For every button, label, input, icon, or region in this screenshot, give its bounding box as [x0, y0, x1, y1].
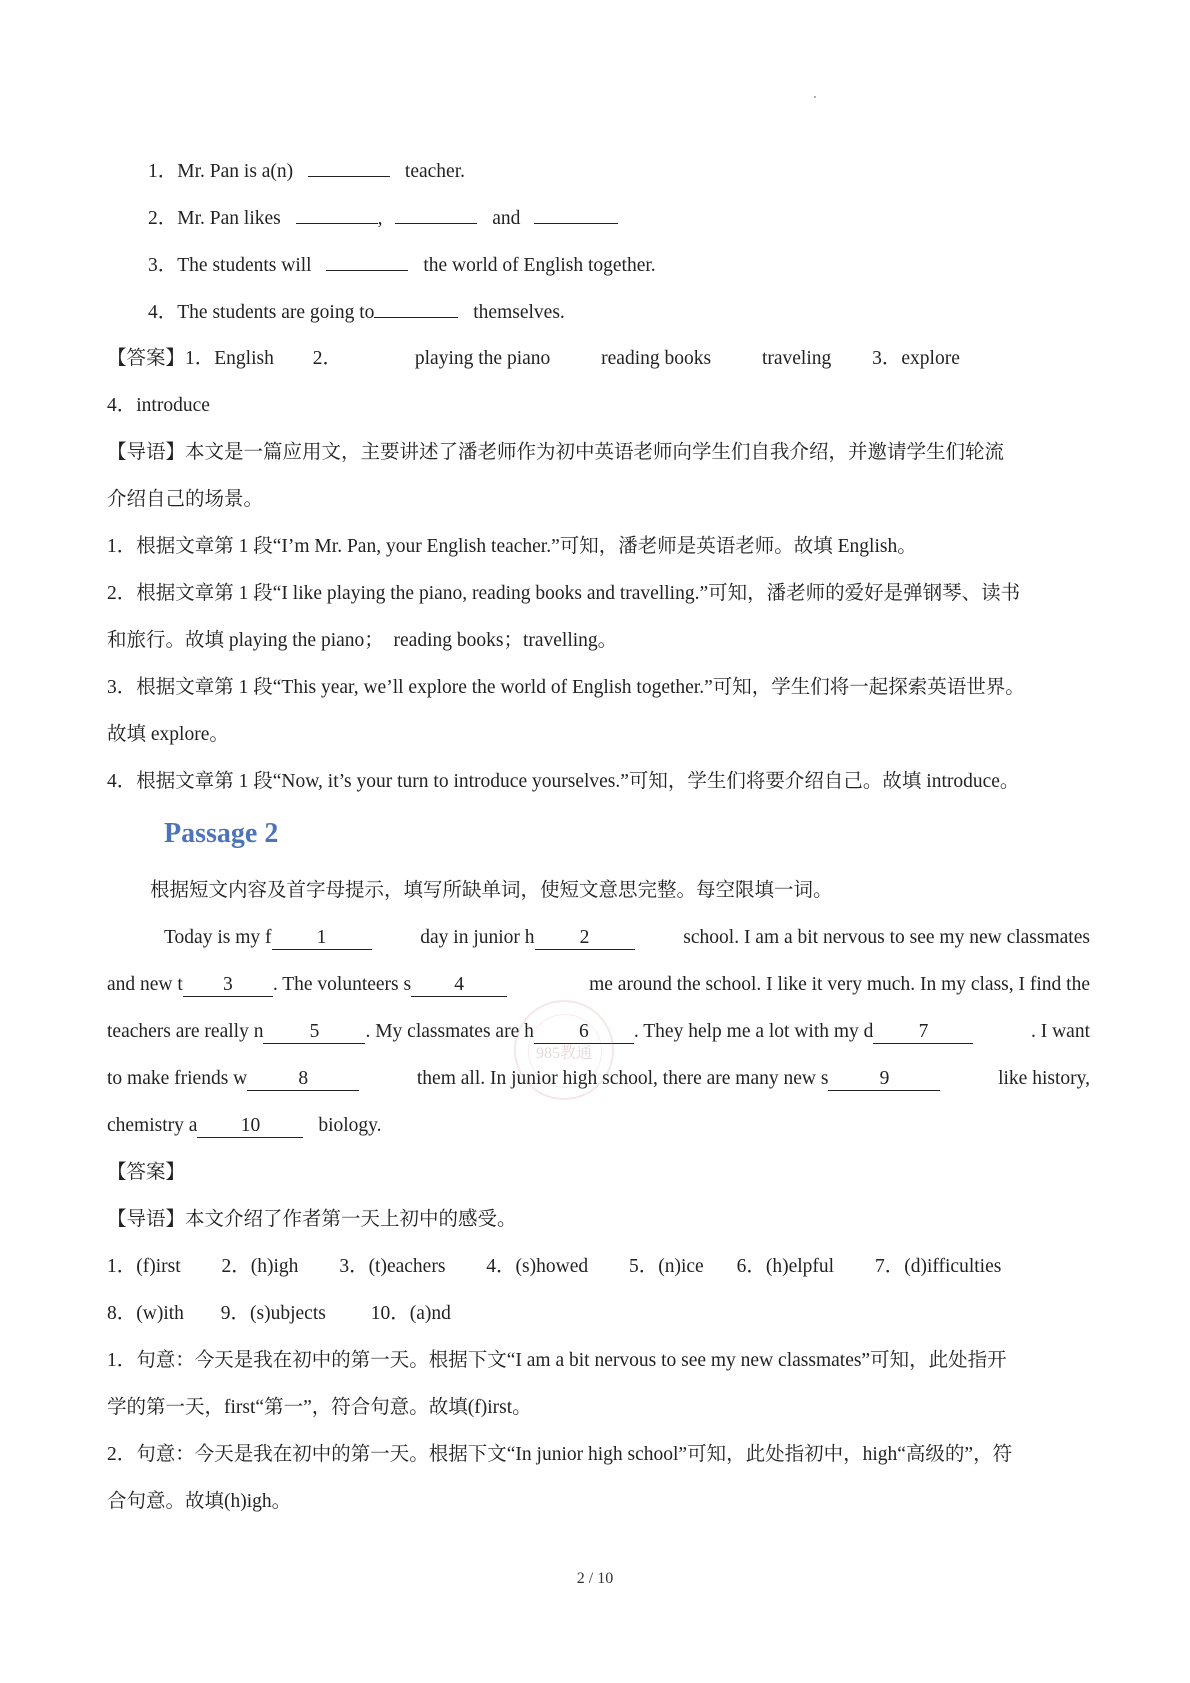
- blank-5[interactable]: 5: [263, 1021, 365, 1044]
- question-1: [148, 158, 465, 185]
- passage-text: like history,: [998, 1068, 1090, 1089]
- answer-blank[interactable]: [534, 205, 618, 224]
- guide-text: 本文是一篇应用文，主要讲述了潘老师作为初中英语老师向学生们自我介绍，并邀请学生们轮流: [185, 442, 1005, 463]
- question-2: [148, 205, 618, 232]
- question-text: The students are going to: [177, 302, 375, 323]
- guide-text: 本文介绍了作者第一天上初中的感受。: [185, 1209, 517, 1230]
- question-number: 1．: [148, 161, 178, 182]
- passage-text: . The volunteers s: [272, 974, 412, 995]
- explanation-text: 和旅行。故填 playing the piano； reading books；travelling。: [107, 630, 618, 651]
- explanation-text: 2．句意：今天是我在初中的第一天。根据下文“In junior high school”可知，此处指初中，high“高级的”，符: [107, 1444, 1013, 1465]
- instruction-text: 根据短文内容及首字母提示，填写所缺单词，使短文意思完整。每空限填一词。: [150, 880, 833, 901]
- answer-item: 1．(f)irst: [107, 1256, 181, 1277]
- passage-text: chemistry a: [107, 1115, 198, 1136]
- blank-8[interactable]: 8: [247, 1068, 359, 1091]
- answer-item: 3．explore: [872, 348, 960, 369]
- passage-text: them all. In junior high school, there are many new s: [416, 1068, 829, 1089]
- question-text: Mr. Pan is a(n): [177, 161, 294, 182]
- blank-9[interactable]: 9: [828, 1068, 940, 1091]
- guide-label: 【导语】: [107, 442, 186, 463]
- explanation-line: [107, 581, 1020, 607]
- separator: ,: [377, 208, 383, 229]
- explanation-line: [107, 1348, 1007, 1374]
- answer-item: traveling: [761, 348, 832, 369]
- passage-text: . My classmates are h: [365, 1021, 534, 1042]
- explanation-line: [107, 1489, 291, 1515]
- answer-item: 7．(d)ifficulties: [874, 1256, 1002, 1277]
- answer-line: [107, 393, 210, 419]
- explanation-text: 故填 explore。: [107, 724, 229, 745]
- answer-item: 10．(a)nd: [370, 1303, 451, 1324]
- passage-text: teachers are really n: [107, 1021, 264, 1042]
- explanation-text: 1．句意：今天是我在初中的第一天。根据下文“I am a bit nervous to see my new classmates”可知，此处指开: [107, 1350, 1007, 1371]
- separator: and: [492, 208, 521, 229]
- explanation-line: [107, 1442, 1012, 1468]
- passage-text: . They help me a lot with my d: [633, 1021, 874, 1042]
- passage-text: to make friends w: [107, 1068, 248, 1089]
- answer-blank[interactable]: [296, 205, 378, 224]
- explanation-text: 4．根据文章第 1 段“Now, it’s your turn to introduce yourselves.”可知，学生们将要介绍自己。故填 introduce。: [107, 771, 1020, 792]
- answer-item: 6．(h)elpful: [736, 1256, 835, 1277]
- question-4: [148, 299, 565, 326]
- answer-item: 4．(s)howed: [486, 1256, 589, 1277]
- passage-text: . I want: [1030, 1021, 1090, 1042]
- answer-blank[interactable]: [374, 299, 458, 318]
- question-text: teacher.: [404, 161, 466, 182]
- question-text: Mr. Pan likes: [177, 208, 281, 229]
- guide-line: [107, 1207, 517, 1233]
- guide-line: [107, 487, 263, 513]
- answer-line: [107, 346, 960, 372]
- answer-item: 1．English: [185, 348, 274, 369]
- blank-4[interactable]: 4: [411, 974, 507, 997]
- section-heading: Passage 2: [164, 818, 279, 849]
- answer-label: 【答案】: [107, 1162, 186, 1183]
- answer-item: 2．: [312, 348, 342, 369]
- explanation-text: 学的第一天，first“第一”，符合句意。故填(f)irst。: [107, 1397, 532, 1418]
- explanation-line: [107, 675, 1025, 701]
- passage-text: me around the school. I like it very much. In my class, I find the: [589, 974, 1090, 995]
- guide-label: 【导语】: [107, 1209, 186, 1230]
- explanation-line: [107, 722, 229, 748]
- blank-7[interactable]: 7: [873, 1021, 973, 1044]
- page-number: 2 / 10: [576, 1570, 614, 1587]
- answer-item: 9．(s)ubjects: [220, 1303, 326, 1324]
- question-number: 4．: [148, 302, 178, 323]
- explanation-line: [107, 628, 617, 654]
- answer-label-line: [107, 1160, 185, 1186]
- explanation-text: 1．根据文章第 1 段“I’m Mr. Pan, your English teacher.”可知，潘老师是英语老师。故填 English。: [107, 536, 917, 557]
- question-text: themselves.: [473, 302, 565, 323]
- passage-text: Today is my f: [164, 927, 272, 948]
- question-text: the world of English together.: [423, 255, 656, 276]
- passage-text: and new t: [107, 974, 183, 995]
- question-number: 3．: [148, 255, 178, 276]
- blank-10[interactable]: 10: [197, 1115, 303, 1138]
- answer-item: playing the piano: [414, 348, 551, 369]
- passage-text: school. I am a bit nervous to see my new classmates: [683, 927, 1090, 948]
- question-text: The students will: [177, 255, 312, 276]
- answer-item: reading books: [601, 348, 712, 369]
- passage-line: [107, 1113, 382, 1139]
- stray-dot: [814, 96, 816, 98]
- answer-row: [107, 1254, 1001, 1280]
- blank-2[interactable]: 2: [535, 927, 635, 950]
- answer-blank[interactable]: [308, 158, 390, 177]
- explanation-line: [107, 769, 1019, 795]
- blank-6[interactable]: 6: [534, 1021, 634, 1044]
- passage-line: [164, 925, 1090, 951]
- answer-item: 4．introduce: [107, 395, 210, 416]
- blank-1[interactable]: 1: [272, 927, 372, 950]
- passage-line: [107, 972, 1090, 998]
- explanation-text: 合句意。故填(h)igh。: [107, 1491, 292, 1512]
- answer-item: 5．(n)ice: [629, 1256, 704, 1277]
- explanation-text: 2．根据文章第 1 段“I like playing the piano, reading books and travelling.”可知，潘老师的爱好是弹钢琴、读书: [107, 583, 1021, 604]
- answer-item: 3．(t)eachers: [339, 1256, 446, 1277]
- instruction: [150, 878, 833, 904]
- explanation-line: [107, 1395, 532, 1421]
- explanation-line: [107, 534, 917, 560]
- answer-label: 【答案】: [107, 348, 186, 369]
- blank-3[interactable]: 3: [183, 974, 273, 997]
- explanation-text: 3．根据文章第 1 段“This year, we’ll explore the world of English together.”可知，学生们将一起探索英语世界。: [107, 677, 1025, 698]
- watermark-text: 985教通: [535, 1045, 592, 1062]
- answer-blank[interactable]: [326, 252, 408, 271]
- answer-item: 2．(h)igh: [221, 1256, 299, 1277]
- question-3: [148, 252, 656, 279]
- guide-text: 介绍自己的场景。: [107, 489, 264, 510]
- answer-blank[interactable]: [395, 205, 477, 224]
- answer-item: 8．(w)ith: [107, 1303, 184, 1324]
- watermark-stamp: [514, 1000, 614, 1100]
- question-number: 2．: [148, 208, 178, 229]
- passage-text: day in junior h: [420, 927, 535, 948]
- guide-line: [107, 440, 1004, 466]
- passage-text: biology.: [318, 1115, 382, 1136]
- answer-row: [107, 1301, 451, 1327]
